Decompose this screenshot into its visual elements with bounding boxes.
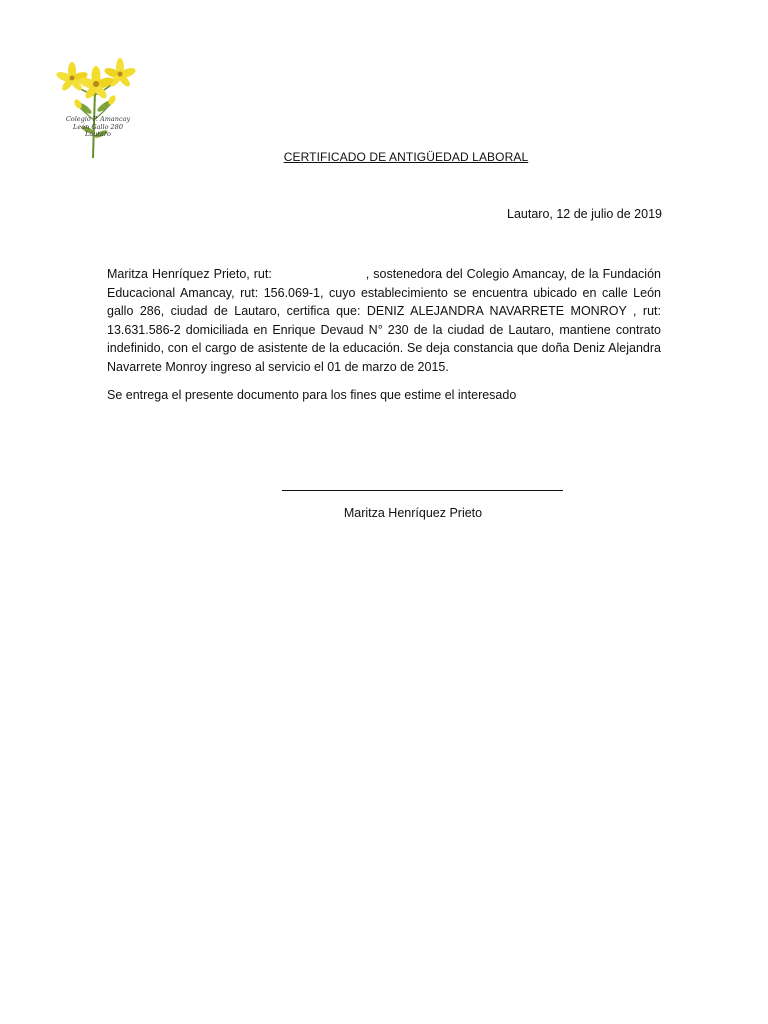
certificate-note: Se entrega el presente documento para los fines que estime el interesado <box>107 388 517 402</box>
alstroemeria-flower-icon <box>48 50 146 160</box>
school-logo <box>48 50 146 160</box>
signatory-name: Maritza Henríquez Prieto <box>343 506 483 520</box>
document-title: CERTIFICADO DE ANTIGÜEDAD LABORAL <box>283 150 529 164</box>
certificate-body <box>107 265 661 376</box>
signature-line <box>282 490 563 491</box>
document-date: Lautaro, 12 de julio de 2019 <box>507 207 662 221</box>
body-text-main: , sostenedora del Colegio Amancay, de la Fundación Educacional Amancay, rut: 156.069-1, cuyo establecimiento se encuentra ubicado en calle León gallo 286, ciudad de Lautaro, certifica que: DENIZ ALEJANDRA NAVARRETE MONROY , rut: 13.631.586-2 domiciliada en Enrique Devaud N° 230 de la ciudad de Lautaro, mantiene contrato indefinido, con el cargo de asistente de la educación. Se deja constancia que doña Deniz Alejandra Navarrete Monroy ingreso al servicio el 01 de marzo de 2015. <box>107 267 661 374</box>
logo-caption-line: Colegio P. Amancay <box>65 115 131 123</box>
logo-caption-line: León Gallo 280 <box>73 122 123 131</box>
logo-caption <box>52 116 144 139</box>
logo-caption-line: Lautaro <box>85 130 111 138</box>
body-text-intro: Maritza Henríquez Prieto, rut: <box>107 267 272 281</box>
